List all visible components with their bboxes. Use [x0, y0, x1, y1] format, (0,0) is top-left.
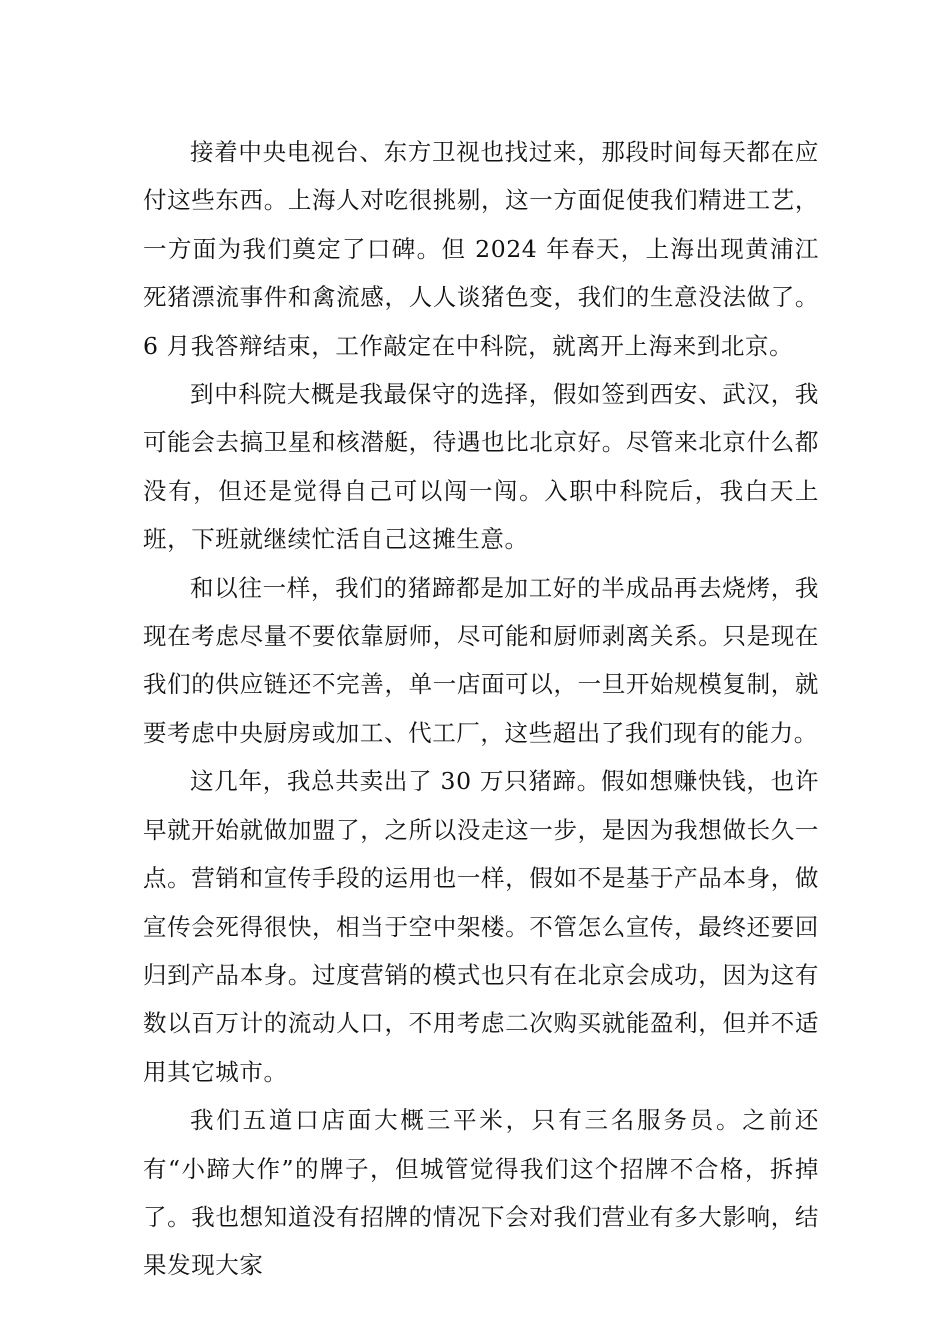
paragraph-1: 接着中央电视台、东方卫视也找过来，那段时间每天都在应付这些东西。上海人对吃很挑剔，这一方面促使我们精进工艺，一方面为我们奠定了口碑。但 2024 年春天，上海出现黄浦江死猪漂流事件和禽流感，人人谈猪色变，我们的生意没法做了。6 月我答辩结束，工作敲定在中科院，就离开上海来到北京。 — [143, 138, 819, 360]
paragraph-2: 到中科院大概是我最保守的选择，假如签到西安、武汉，我可能会去搞卫星和核潜艇，待遇也比北京好。尽管来北京什么都没有，但还是觉得自己可以闯一闯。入职中科院后，我白天上班，下班就继续忙活自己这摊生意。 — [143, 380, 819, 554]
paragraph-5: 我们五道口店面大概三平米，只有三名服务员。之前还有“小蹄大作”的牌子，但城管觉得我们这个招牌不合格，拆掉了。我也想知道没有招牌的情况下会对我们营业有多大影响，结果发现大家 — [143, 1106, 819, 1280]
article-body — [143, 128, 819, 1290]
paragraph-4: 这几年，我总共卖出了 30 万只猪蹄。假如想赚快钱，也许早就开始就做加盟了，之所以没走这一步，是因为我想做长久一点。营销和宣传手段的运用也一样，假如不是基于产品本身，做宣传会死得很快，相当于空中架楼。不管怎么宣传，最终还要回归到产品本身。过度营销的模式也只有在北京会成功，因为这有数以百万计的流动人口，不用考虑二次购买就能盈利，但并不适用其它城市。 — [143, 767, 819, 1086]
paragraph-3: 和以往一样，我们的猪蹄都是加工好的半成品再去烧烤，我现在考虑尽量不要依靠厨师，尽可能和厨师剥离关系。只是现在我们的供应链还不完善，单一店面可以，一旦开始规模复制，就要考虑中央厨房或加工、代工厂，这些超出了我们现有的能力。 — [143, 573, 819, 747]
